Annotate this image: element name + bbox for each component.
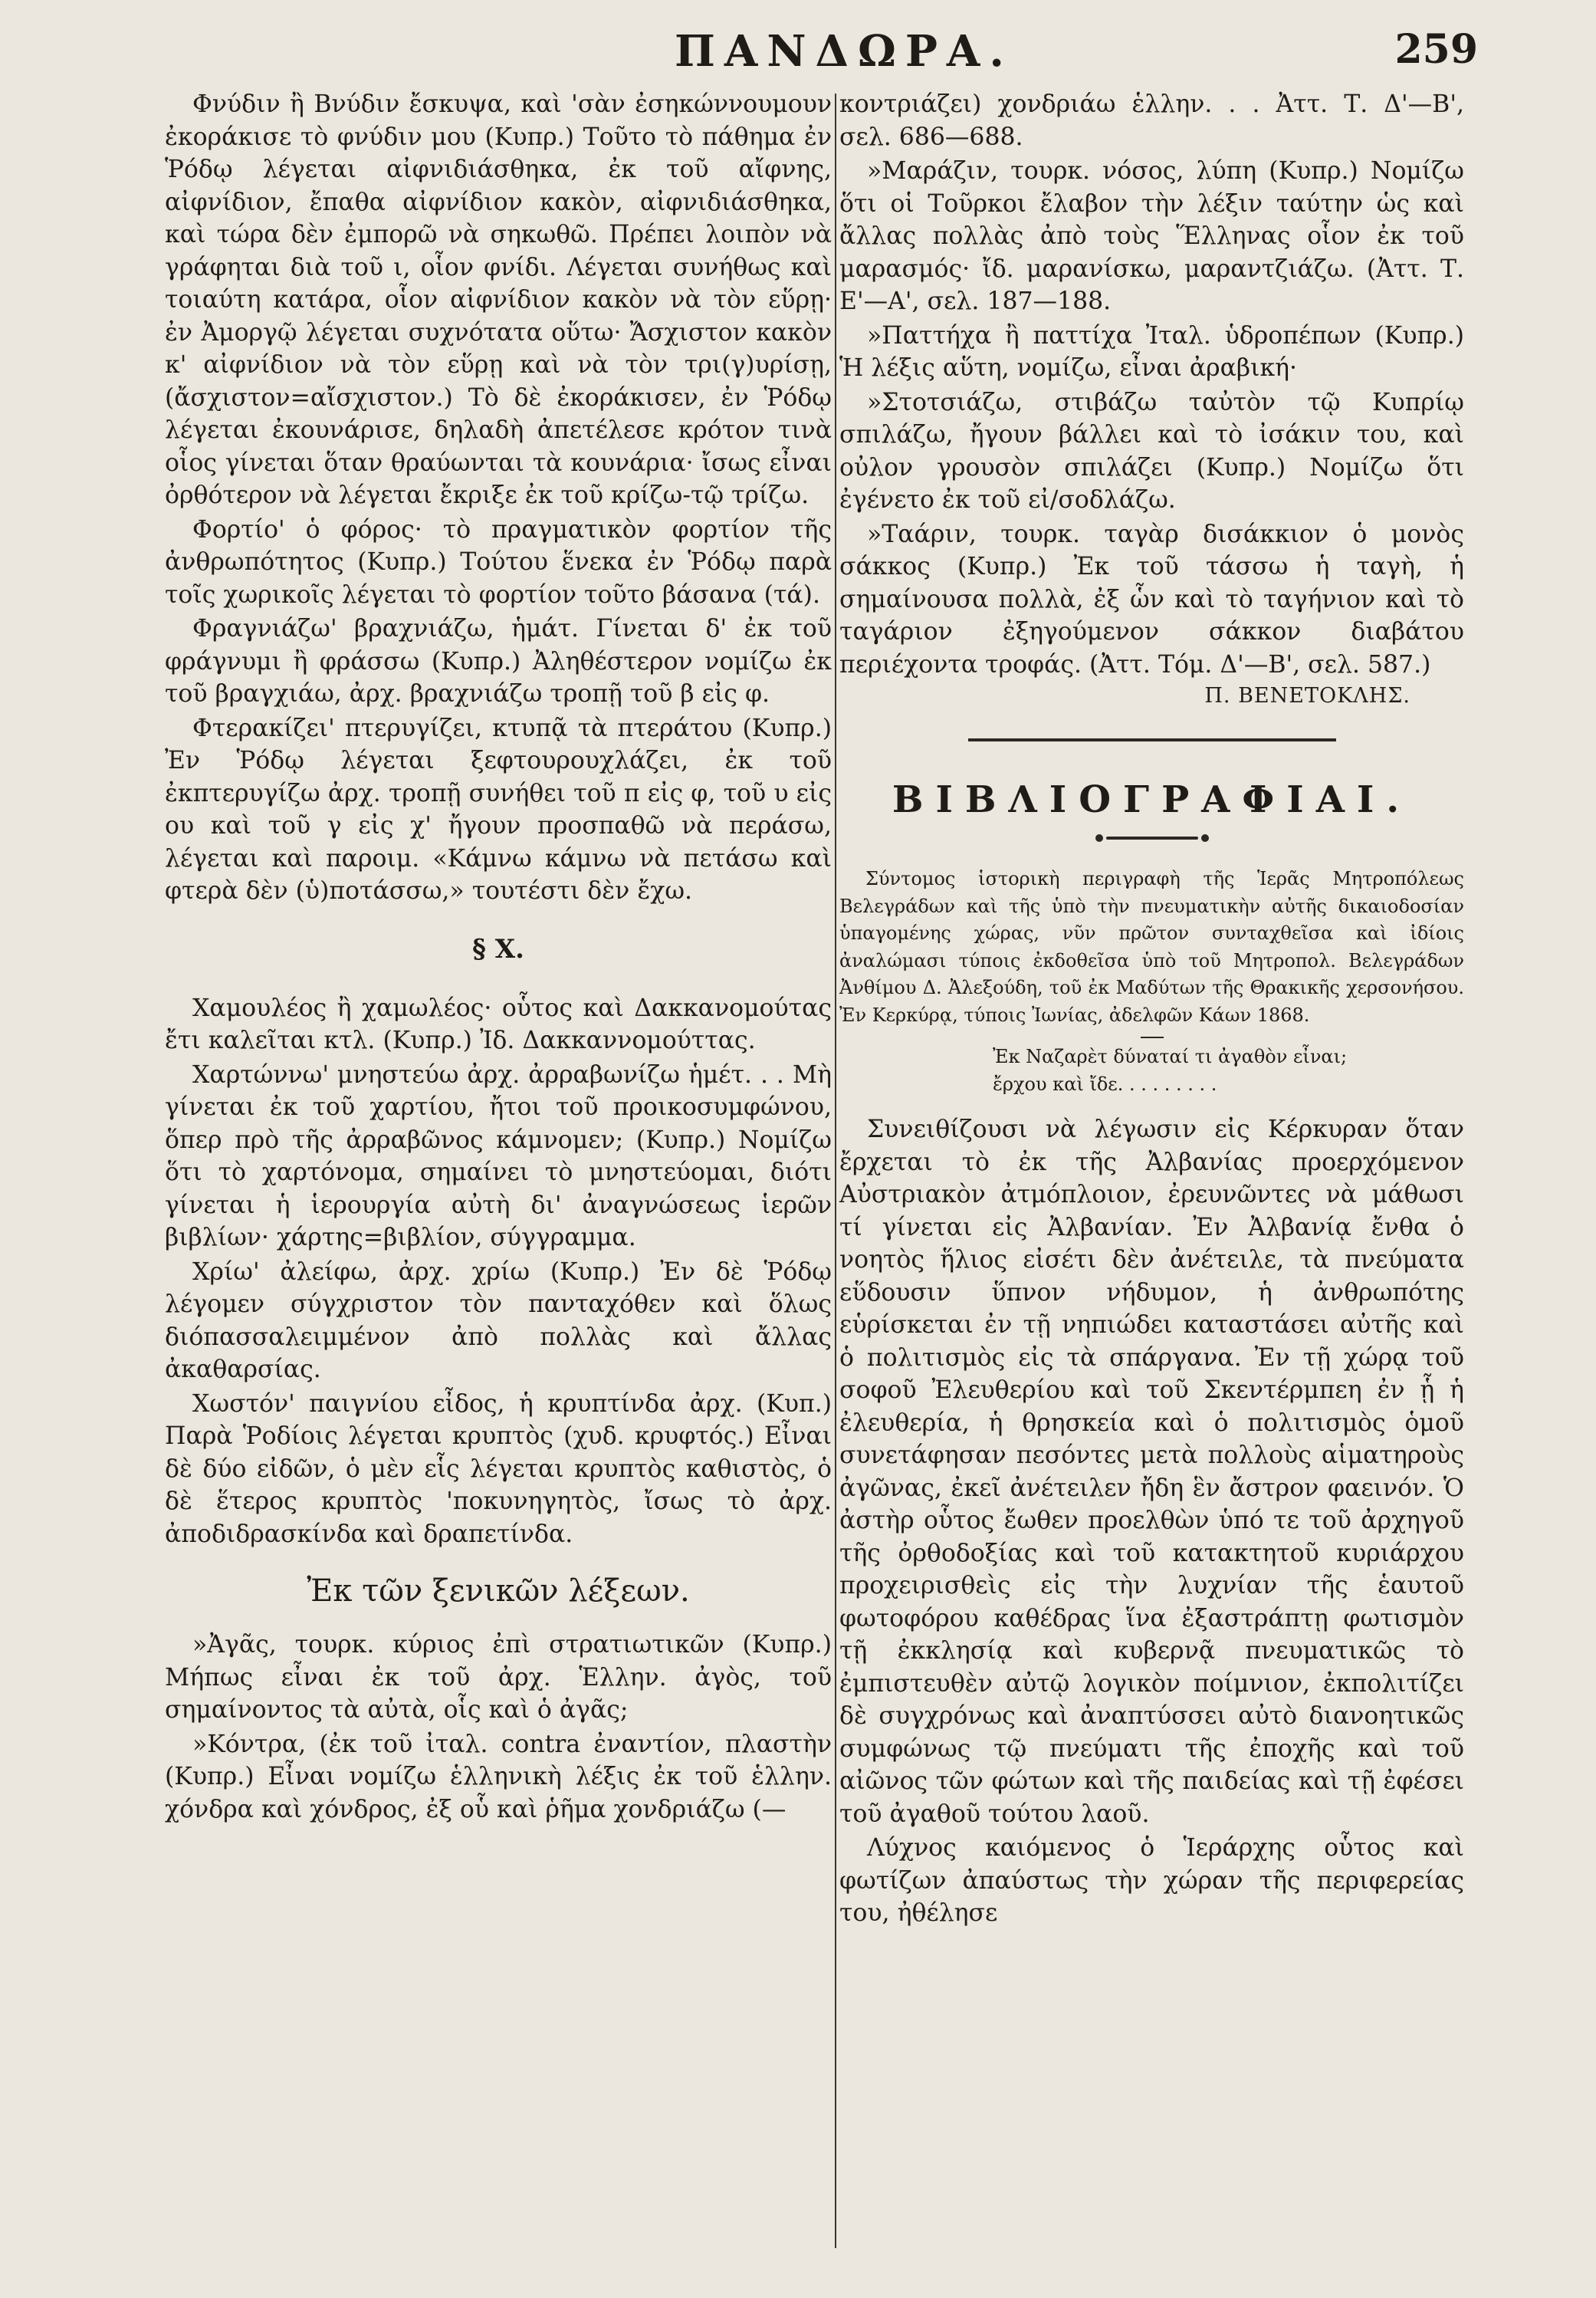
column-divider <box>835 94 836 2248</box>
entry-paragraph: »Στοτσιάζω, στιβάζω ταὐτὸν τῷ Κυπρίῳ σπιλάζω, ἤγουν βάλλει καὶ τὸ ἰσάκιν του, καὶ οὐλον γρουσὸν σπιλάζει (Κυπρ.) Νομίζω ὅτι ἐγένετο ἐκ τοῦ εἰ/σοδλάζω. <box>839 388 1464 514</box>
epigraph <box>993 1043 1464 1098</box>
epigraph-line: ἔρχου καὶ ἴδε. . . . . . . . . <box>993 1073 1217 1095</box>
entry-paragraph: Χαρτώννω' μνηστεύω ἀρχ. ἀρραβωνίζω ἡμέτ. . . Μὴ γίνεται ἐκ τοῦ χαρτίου, ἤτοι τοῦ προικοσυμφώνου, ὅπερ πρὸ τῆς ἀρραβῶνος κάμνομεν; (Κυπρ.) Νομίζω ὅτι τὸ χαρτόνομα, σημαίνει τὸ μνηστεύομαι, διότι γίνεται ἡ ἱερουργία αὐτὴ δι' ἀναγνώσεως ἱερῶν βιβλίων· χάρτης=βιβλίον, σύγγραμμα. <box>165 1060 832 1251</box>
entry-paragraph: κοντριάζει) χονδριάω ἑλλην. . . Ἀττ. Τ. Δ'—Β', σελ. 686—688. <box>839 90 1464 151</box>
entry-paragraph: Χρίω' ἀλείφω, ἀρχ. χρίω (Κυπρ.) Ἐν δὲ Ῥόδῳ λέγομεν σύγχριστον τὸν πανταχόθεν καὶ ὅλως διόπασσαλειμμένον ἀπὸ πολλὰς καὶ ἄλλας ἀκαθαρσίας. <box>165 1257 832 1383</box>
epigraph-line: Ἐκ Ναζαρὲτ δύναταί τι ἀγαθὸν εἶναι; <box>993 1046 1348 1067</box>
ornament-rule <box>1106 837 1198 840</box>
subheading: Ἐκ τῶν ξενικῶν λέξεων. <box>307 1573 690 1609</box>
bibliography-heading: ΒΙΒΛΙΟΓΡΑΦΙΑΙ. <box>892 778 1412 821</box>
entry-paragraph: »Παττήχα ἢ παττίχα Ἰταλ. ὑδροπέπων (Κυπρ.) Ἡ λέξις αὕτη, νομίζω, εἶναι ἀραβική· <box>839 321 1464 382</box>
entry-paragraph: »Κόντρα, (ἐκ τοῦ ἰταλ. contra ἐναντίον, πλαστὴν (Κυπρ.) Εἶναι νομίζω ἑλληνικὴ λέξις ἐκ τοῦ ἑλλην. χόνδρα καὶ χόνδρος, ἐξ οὗ καὶ ῥῆμα χονδριάζω (— <box>165 1730 832 1823</box>
running-title: ΠΑΝΔΩΡΑ. <box>675 26 1013 77</box>
author-signature: Π. ΒΕΝΕΤΟΚΛΗΣ. <box>1204 684 1410 708</box>
section-rule <box>968 738 1336 741</box>
left-column <box>165 88 832 1827</box>
body-paragraph: Λύχνος καιόμενος ὁ Ἱεράρχης οὗτος καὶ φωτίζων ἀπαύστως τὴν χώραν τῆς περιφερείας του, ἠθέλησε <box>839 1834 1464 1927</box>
bibliography-entry: Σύντομος ἱστορικὴ περιγραφὴ τῆς Ἱερᾶς Μητροπόλεως Βελεγράδων καὶ τῆς ὑπὸ τὴν πνευματικὴν αὐτῆς δικαιοδοσίαν ὑπαγομένης χώρας, νῦν πρῶτον συνταχθεῖσα καὶ ἰδίοις ἀναλώμασι τύποις ἐκδοθεῖσα ὑπὸ τοῦ Μητροπολ. Βελεγράδων Ἀνθίμου Δ. Ἀλεξούδη, τοῦ ἐκ Μαδύτων τῆς Θρακικῆς χερσονήσου. Ἐν Κερκύρᾳ, τύποις Ἰωνίας, ἀδελφῶν Κάων 1868. <box>839 868 1464 1026</box>
section-mark: § Χ. <box>472 933 524 965</box>
entry-paragraph: Φραγνιάζω' βραχνιάζω, ἡμάτ. Γίνεται δ' ἐκ τοῦ φράγνυμι ἢ φράσσω (Κυπρ.) Ἀληθέστερον νομίζω ἐκ τοῦ βραγχιάω, ἀρχ. βραχνιάζω τροπῇ τοῦ β εἰς φ. <box>165 615 832 708</box>
entry-paragraph: »Μαράζιν, τουρκ. νόσος, λύπη (Κυπρ.) Νομίζω ὅτι οἱ Τοῦρκοι ἔλαβον τὴν λέξιν ταύτην ὡς καὶ ἄλλας πολλὰς ἀπὸ τοὺς Ἕλληνας οἷον ἐκ τοῦ μαρασμός· ἴδ. μαρανίσκω, μαραντζιάζω. (Ἀττ. Τ. Ε'—Α', σελ. 187—188. <box>839 157 1464 315</box>
entry-paragraph: »Ταάριν, τουρκ. ταγὰρ δισάκκιον ὁ μονὸς σάκκος (Κυπρ.) Ἐκ τοῦ τάσσω ἡ ταγὴ, ἡ σημαίνουσα πολλὰ, ἐξ ὧν καὶ τὸ ταγήνιον καὶ τὸ ταγάριον ἐξηγούμενον σάκκον διαβάτου περιέχοντα τροφάς. (Ἀττ. Τόμ. Δ'—Β', σελ. 587.) <box>839 520 1464 679</box>
entry-paragraph: Φνύδιν ἢ Βνύδιν ἔσκυψα, καὶ 'σὰν ἐσηκώννουμουν ἐκοράκισε τὸ φνύδιν μου (Κυπρ.) Τοῦτο τὸ πάθημα ἐν Ῥόδῳ λέγεται αἰφνιδιάσθηκα, ἐκ τοῦ αἴφνης, αἰφνίδιον, ἔπαθα αἰφνίδιον κακὸν, αἰφνιδιάσθηκα, καὶ τώρα δὲν ἐμπορῶ νὰ σηκωθῶ. Πρέπει λοιπὸν νὰ γράφηται διὰ τοῦ ι, οἷον φνίδι. Λέγεται συνήθως καὶ τοιαύτη κατάρα, οἷον αἰφνίδιον κακὸν νὰ τὸν εὕρῃ· ἐν Ἀμοργῷ λέγεται συχνότατα οὕτω· Ἄσχιστον κακὸν κ' αἰφνίδιον νὰ τὸν εὕρῃ καὶ νὰ τὸν τρι(γ)υρίσῃ, (ἄσχιστον=αἴσχιστον.) Τὸ δὲ ἐκοράκισεν, ἐν Ῥόδῳ λέγεται ἐκουνάρισε, δηλαδὴ ἀπετέλεσε κρότον τινὰ οἷος γίνεται ὅταν θραύωνται τὰ κουνάρια· ἴσως εἶναι ὀρθότερον νὰ λέγεται ἔκριξε ἐκ τοῦ κρίζω-τῷ τρίζω. <box>165 90 832 509</box>
entry-paragraph: Χωστόν' παιγνίου εἶδος, ἡ κρυπτίνδα ἀρχ. (Κυπ.) Παρὰ Ῥοδίοις λέγεται κρυπτὸς (χυδ. κρυφτός.) Εἶναι δὲ δύο εἰδῶν, ὁ μὲν εἷς λέγεται κρυπτὸς καθιστὸς, ὁ δὲ ἕτερος κρυπτὸς 'ποκυνηγητὸς, ἴσως τὸ ἀρχ. ἀποδιδρασκίνδα καὶ δραπετίνδα. <box>165 1389 832 1548</box>
running-header <box>0 26 1596 80</box>
page-number: 259 <box>1394 26 1478 73</box>
body-paragraph: Συνειθίζουσι νὰ λέγωσιν εἰς Κέρκυραν ὅταν ἔρχεται τὸ ἐκ τῆς Ἀλβανίας προερχόμενον Αὐστριακὸν ἀτμόπλοιον, ἐρευνῶντες νὰ μάθωσι τί γίνεται εἰς Ἀλβανίαν. Ἐν Ἀλβανίᾳ ἔνθα ὁ νοητὸς ἥλιος εἰσέτι δὲν ἀνέτειλε, τὰ πνεύματα εὕδουσιν ὕπνον νήδυμον, ἡ ἀνθρωπότης εὑρίσκεται ἐν τῇ νηπιώδει καταστάσει αὐτῆς καὶ ὁ πολιτισμὸς εἰς τὰ σπάργανα. Ἐν τῇ χώρᾳ τοῦ σοφοῦ Ἐλευθερίου καὶ τοῦ Σκεντέρμπεη ἐν ᾗ ἡ ἐλευθερία, ἡ θρησκεία καὶ ὁ πολιτισμὸς ὁμοῦ συνετάφησαν πεσόντες μετὰ πολλοὺς αἱματηροὺς ἀγῶνας, ἐκεῖ ἀνέτειλεν ἤδη ἓν ἄστρον φαεινόν. Ὁ ἀστὴρ οὗτος ἔωθεν προελθὼν ὑπό τε τοῦ ἀρχηγοῦ τῆς ὀρθοδοξίας καὶ τοῦ κατακτητοῦ κυριάρχου προχειρισθεὶς εἰς τὴν λυχνίαν τῆς ἑαυτοῦ φωτοφόρου καθέδρας ἵνα ἐξαστράπτῃ φωτισμὸν τῇ ἐκκλησίᾳ καὶ κυβερνᾷ πνευματικῶς τὸ ἐμπιστευθὲν αὐτῷ λογικὸν ποίμνιον, ἐκπολιτίζει δὲ συγχρόνως καὶ ἀναπτύσσει αὐτὸ διανοητικῶς συμφώνως τῷ πνεύματι τῆς ἐποχῆς καὶ τοῦ αἰῶνος τῶν φώτων καὶ τῆς παιδείας καὶ τῇ ἐφέσει τοῦ ἀγαθοῦ τούτου λαοῦ. <box>839 1116 1464 1828</box>
entry-paragraph: Χαμουλέος ἢ χαμωλέος· οὗτος καὶ Δακκανομούτας ἔτι καλεῖται κτλ. (Κυπρ.) Ἰδ. Δακκαννομούττας. <box>165 994 832 1054</box>
entry-paragraph: »Ἀγᾶς, τουρκ. κύριος ἐπὶ στρατιωτικῶν (Κυπρ.) Μήπως εἶναι ἐκ τοῦ ἀρχ. Ἑλλην. ἀγὸς, τοῦ σημαίνοντος τὰ αὐτὰ, οἷς καὶ ὁ ἀγᾶς; <box>165 1631 832 1724</box>
short-rule <box>1141 1037 1164 1038</box>
entry-paragraph: Φορτίο' ὁ φόρος· τὸ πραγματικὸν φορτίον τῆς ἀνθρωπότητος (Κυπρ.) Τούτου ἕνεκα ἐν Ῥόδῳ παρὰ τοῖς χωρικοῖς λέγεται τὸ φορτίον τοῦτο βάσανα (τά). <box>165 515 832 609</box>
right-column <box>839 88 1464 1931</box>
entry-paragraph: Φτερακίζει' πτερυγίζει, κτυπᾷ τὰ πτεράτου (Κυπρ.) Ἐν Ῥόδῳ λέγεται ξεφτουρουχλάζει, ἐκ τοῦ ἐκπτερυγίζω ἀρχ. τροπῇ συνήθει τοῦ π εἰς φ, τοῦ υ εἰς ου καὶ τοῦ γ εἰς χ' ἤγουν προσπαθῶ νὰ περάσω, λέγεται καὶ παροιμ. «Κάμνω κάμνω νὰ πετάσω καὶ φτερὰ δὲν (ὑ)ποτάσσω,» τουτέστι δὲν ἔχω. <box>165 714 832 905</box>
